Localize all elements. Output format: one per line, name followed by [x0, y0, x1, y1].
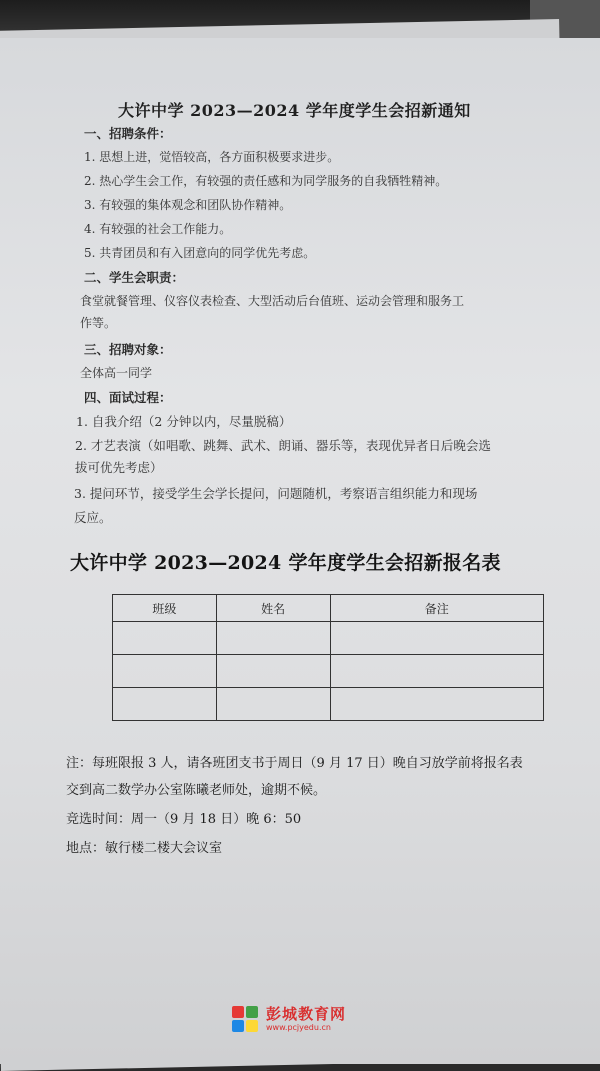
table-cell: [216, 622, 330, 655]
section-heading: 四、面试过程：: [84, 390, 172, 405]
notice-line: 拔可优先考虑）: [75, 460, 163, 475]
table-row: [113, 655, 544, 688]
form-title: 大许中学 2023—2024 学年度学生会招新报名表: [70, 552, 501, 574]
notice-line: 全体高一同学: [80, 366, 153, 380]
notice-line: 3. 有较强的集体观念和团队协作精神。: [84, 198, 292, 212]
notice-title: 大许中学 2023—2024 学年度学生会招新通知: [118, 101, 471, 120]
notice-line: 5. 共青团员和有入团意向的同学优先考虑。: [84, 246, 316, 260]
section-heading: 一、招聘条件：: [84, 126, 172, 141]
table-cell: [330, 655, 544, 688]
column-header-name: 姓名: [216, 595, 330, 622]
column-header-class: 班级: [113, 595, 217, 622]
notice-line: 反应。: [74, 510, 112, 525]
book-logo-icon: [232, 1006, 260, 1032]
table-cell: [330, 622, 544, 655]
table-cell: [216, 688, 330, 721]
site-watermark: [232, 1006, 346, 1032]
watermark-url: www.pcjyedu.cn: [266, 1022, 331, 1032]
table-cell: [113, 622, 217, 655]
footer-note-line-1: 注：每班限报 3 人，请各班团支书于周日（9 月 17 日）晚自习放学前将报名表: [66, 756, 523, 771]
table-cell: [113, 688, 217, 721]
notice-line: 3. 提问环节，接受学生会学长提问，问题随机，考察语言组织能力和现场: [74, 486, 478, 501]
section-heading: 三、招聘对象：: [84, 342, 172, 357]
notice-line: 食堂就餐管理、仪容仪表检查、大型活动后台值班、运动会管理和服务工: [80, 294, 465, 308]
table-row: [113, 622, 544, 655]
table-cell: [216, 655, 330, 688]
notice-line: 1. 自我介绍（2 分钟以内，尽量脱稿）: [76, 414, 292, 429]
election-time: 竞选时间：周一（9 月 18 日）晚 6：50: [66, 812, 302, 827]
watermark-name: 彭城教育网: [266, 1004, 347, 1023]
notice-line: 1. 思想上进，觉悟较高，各方面积极要求进步。: [84, 150, 340, 164]
footer-note-line-2: 交到高二数学办公室陈曦老师处，逾期不候。: [66, 783, 327, 798]
column-header-remarks: 备注: [330, 595, 544, 622]
section-heading: 二、学生会职责：: [84, 270, 185, 285]
notice-line: 2. 才艺表演（如唱歌、跳舞、武术、朗诵、器乐等，表现优异者日后晚会选: [75, 438, 491, 453]
table-cell: [330, 688, 544, 721]
registration-table: [112, 594, 544, 721]
table-cell: [113, 655, 217, 688]
notice-line: 作等。: [80, 316, 117, 330]
election-place: 地点：敏行楼二楼大会议室: [66, 841, 223, 856]
notice-paper: [0, 38, 600, 1064]
table-row: [113, 688, 544, 721]
notice-line: 4. 有较强的社会工作能力。: [84, 222, 232, 236]
notice-line: 2. 热心学生会工作，有较强的责任感和为同学服务的自我牺牲精神。: [84, 174, 448, 188]
table-header-row: [113, 595, 544, 622]
